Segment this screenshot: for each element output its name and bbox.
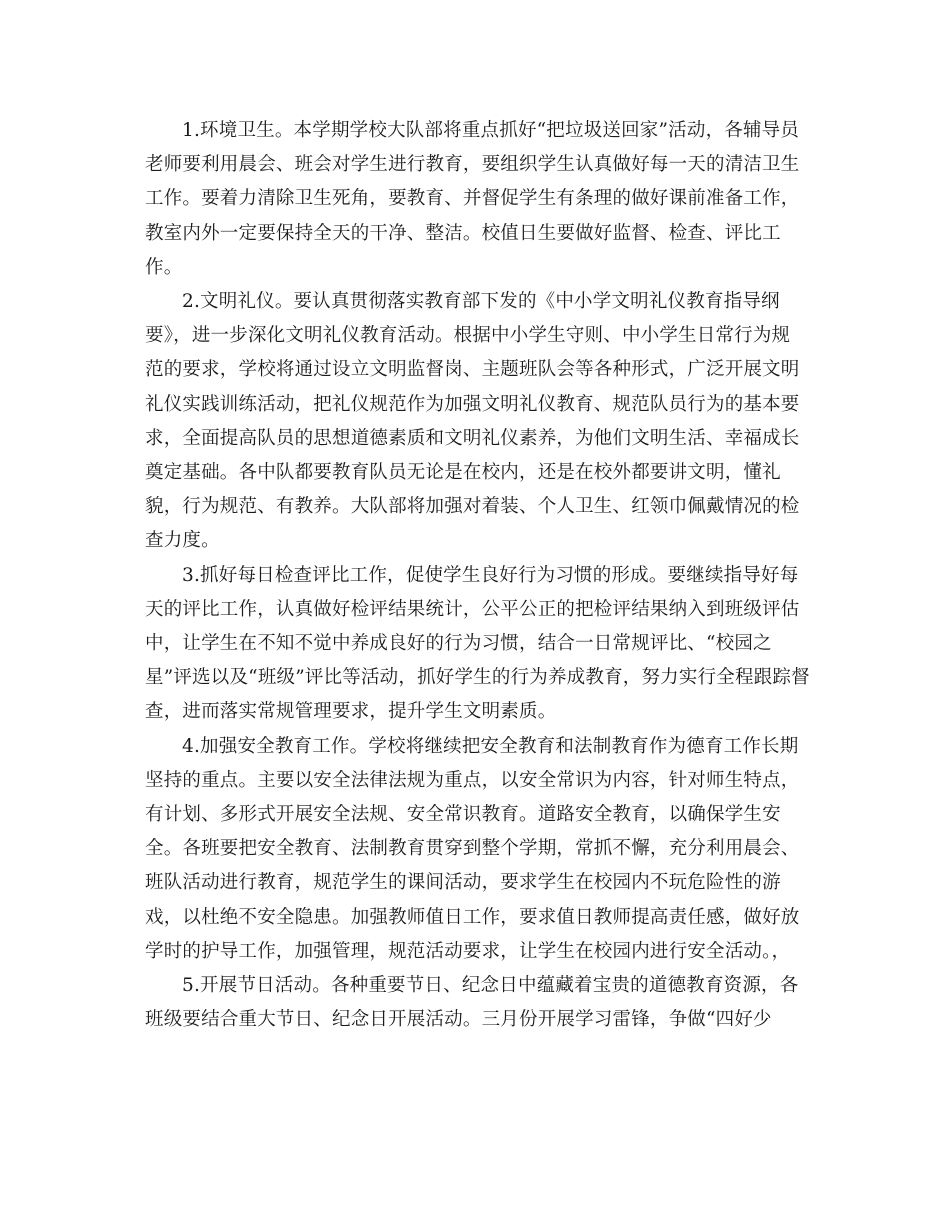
- text-line: 4.加强安全教育工作。学校将继续把安全教育和法制教育作为德育工作长期: [182, 735, 799, 757]
- text-line: 全。各班要把安全教育、法制教育贯穿到整个学期，常抓不懈，充分利用晨会、: [145, 838, 800, 860]
- text-line: 戏，以杜绝不安全隐患。加强教师值日工作，要求值日教师提高责任感，做好放: [145, 906, 800, 928]
- text-line: 有计划、多形式开展安全法规、安全常识教育。道路安全教育，以确保学生安: [145, 804, 781, 826]
- text-line: 查力度。: [145, 530, 220, 552]
- text-line: 作。: [145, 256, 183, 278]
- text-line: 礼仪实践训练活动，把礼仪规范作为加强文明礼仪教育、规范队员行为的基本要: [145, 393, 800, 415]
- text-line: 班级要结合重大节日、纪念日开展活动。三月份开展学习雷锋，争做“四好少: [145, 1009, 772, 1031]
- paragraph-etiquette: [145, 285, 805, 559]
- text-line: 要》，进一步深化文明礼仪教育活动。根据中小学生守则、中小学生日常行为规: [145, 325, 791, 347]
- text-line: 求，全面提高队员的思想道德素质和文明礼仪素养，为他们文明生活、幸福成长: [145, 427, 800, 449]
- paragraph-safety: [145, 730, 805, 969]
- text-line: 中，让学生在不知不觉中养成良好的行为习惯，结合一日常规评比、“校园之: [145, 633, 772, 655]
- text-line: 天的评比工作，认真做好检评结果统计，公平公正的把检评结果纳入到班级评估: [145, 598, 800, 620]
- text-line: 学时的护导工作，加强管理，规范活动要求，让学生在校园内进行安全活动。，: [145, 940, 791, 962]
- paragraph-festivals: [145, 969, 805, 1037]
- paragraph-environment: [145, 114, 805, 285]
- text-line: 2.文明礼仪。要认真贯彻落实教育部下发的《中小学文明礼仪教育指导纲: [182, 291, 780, 313]
- text-line: 范的要求，学校将通过设立文明监督岗、主题班队会等各种形式，广泛开展文明: [145, 359, 800, 381]
- text-line: 星”评选以及“班级”评比等活动，抓好学生的行为养成教育，努力实行全程跟踪督: [145, 667, 810, 689]
- text-line: 1.环境卫生。本学期学校大队部将重点抓好“把垃圾送回家”活动，各辅导员: [182, 120, 800, 141]
- text-line: 教室内外一定要保持全天的干净、整洁。校值日生要做好监督、检查、评比工: [145, 222, 781, 244]
- document-body: [145, 114, 810, 1037]
- text-line: 貌，行为规范、有教养。大队部将加强对着装、个人卫生、红领巾佩戴情况的检: [145, 496, 800, 518]
- text-line: 查，进而落实常规管理要求，提升学生文明素质。: [145, 701, 557, 723]
- text-line: 坚持的重点。主要以安全法律法规为重点，以安全常识为内容，针对师生特点，: [145, 769, 800, 791]
- text-line: 5.开展节日活动。各种重要节日、纪念日中蕴藏着宝贵的道德教育资源，各: [182, 975, 799, 997]
- text-line: 班队活动进行教育，规范学生的课间活动，要求学生在校园内不玩危险性的游: [145, 872, 781, 894]
- text-line: 工作。要着力清除卫生死角，要教育、并督促学生有条理的做好课前准备工作，: [145, 188, 800, 210]
- paragraph-daily-inspection: [145, 559, 810, 730]
- text-line: 奠定基础。各中队都要教育队员无论是在校内，还是在校外都要讲文明，懂礼: [145, 462, 781, 484]
- text-line: 3.抓好每日检查评比工作，促使学生良好行为习惯的形成。要继续指导好每: [182, 564, 799, 586]
- text-line: 老师要利用晨会、班会对学生进行教育，要组织学生认真做好每一天的清洁卫生: [145, 154, 800, 176]
